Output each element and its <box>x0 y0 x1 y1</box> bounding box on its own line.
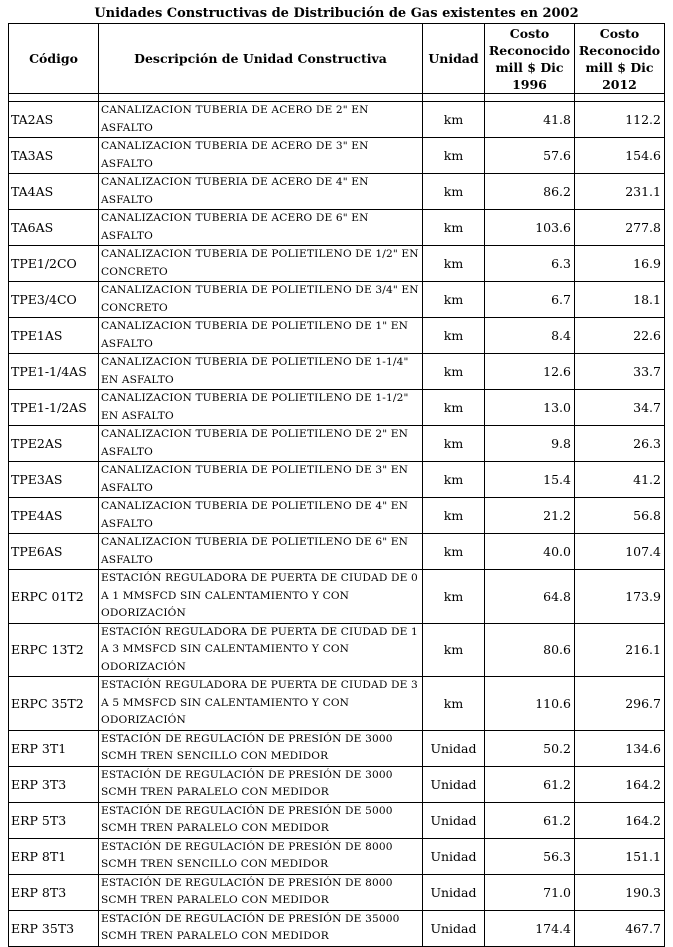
unidad-cell: km <box>423 174 485 210</box>
descripcion-cell: ESTACIÓN DE REGULACIÓN DE PRESIÓN DE 35000 SCMH TREN PARALELO CON MEDIDOR <box>99 910 423 946</box>
costo-1996-cell: 103.6 <box>485 210 575 246</box>
descripcion-cell: ESTACIÓN REGULADORA DE PUERTA DE CIUDAD DE 0 A 1 MMSFCD SIN CALENTAMIENTO Y CON ODORIZACIÓN <box>99 570 423 624</box>
unidad-cell: km <box>423 498 485 534</box>
costo-2012-cell: 164.2 <box>575 802 665 838</box>
table-row <box>9 498 665 534</box>
costo-2012-cell: 134.6 <box>575 730 665 766</box>
costo-1996-cell: 9.8 <box>485 426 575 462</box>
descripcion-cell: ESTACIÓN REGULADORA DE PUERTA DE CIUDAD DE 3 A 5 MMSFCD SIN CALENTAMIENTO Y CON ODORIZACIÓN <box>99 677 423 731</box>
costo-2012-cell: 190.3 <box>575 874 665 910</box>
codigo-cell: TA4AS <box>9 174 99 210</box>
costo-1996-cell: 64.8 <box>485 570 575 624</box>
codigo-cell: ERP 3T1 <box>9 730 99 766</box>
unidad-cell: km <box>423 390 485 426</box>
codigo-cell: TPE3AS <box>9 462 99 498</box>
unidad-cell: Unidad <box>423 838 485 874</box>
header-row <box>9 24 665 94</box>
costo-2012-cell: 173.9 <box>575 570 665 624</box>
codigo-cell: ERPC 35T2 <box>9 677 99 731</box>
table-row <box>9 462 665 498</box>
costo-1996-cell: 56.3 <box>485 838 575 874</box>
descripcion-cell: CANALIZACION TUBERIA DE POLIETILENO DE 1/2" EN CONCRETO <box>99 246 423 282</box>
costo-2012-cell: 296.7 <box>575 677 665 731</box>
costo-2012-cell: 107.4 <box>575 534 665 570</box>
costo-1996-cell: 6.7 <box>485 282 575 318</box>
codigo-cell: ERP 3T3 <box>9 766 99 802</box>
costo-1996-cell: 8.4 <box>485 318 575 354</box>
table-row <box>9 210 665 246</box>
unidad-cell: km <box>423 210 485 246</box>
unidad-cell: Unidad <box>423 802 485 838</box>
unidad-cell: km <box>423 570 485 624</box>
costo-1996-cell: 50.2 <box>485 730 575 766</box>
descripcion-cell: CANALIZACION TUBERIA DE POLIETILENO DE 1-1/4" EN ASFALTO <box>99 354 423 390</box>
costo-2012-cell: 56.8 <box>575 498 665 534</box>
table-row <box>9 677 665 731</box>
spacer-cell <box>99 94 423 102</box>
unidad-cell: km <box>423 677 485 731</box>
descripcion-cell: CANALIZACION TUBERIA DE ACERO DE 3" EN ASFALTO <box>99 138 423 174</box>
descripcion-cell: CANALIZACION TUBERIA DE ACERO DE 2" EN ASFALTO <box>99 102 423 138</box>
header-costo-2012 <box>575 24 665 94</box>
spacer-row <box>9 94 665 102</box>
costo-1996-cell: 41.8 <box>485 102 575 138</box>
costo-1996-cell: 174.4 <box>485 910 575 946</box>
codigo-cell: ERP 5T3 <box>9 802 99 838</box>
unidad-cell: km <box>423 354 485 390</box>
costo-1996-cell: 15.4 <box>485 462 575 498</box>
header-costo-1996 <box>485 24 575 94</box>
table-row <box>9 282 665 318</box>
spacer-cell <box>423 94 485 102</box>
page-title: Unidades Constructivas de Distribución de Gas existentes en 2002 <box>94 6 579 21</box>
costo-2012-cell: 18.1 <box>575 282 665 318</box>
costo-2012-cell: 151.1 <box>575 838 665 874</box>
descripcion-cell: CANALIZACION TUBERIA DE ACERO DE 6" EN ASFALTO <box>99 210 423 246</box>
table-row <box>9 390 665 426</box>
header-unidad: Unidad <box>423 24 485 94</box>
table-row <box>9 910 665 946</box>
table-row <box>9 354 665 390</box>
header-costo-2012-line: Reconocido <box>578 42 661 58</box>
costo-1996-cell: 86.2 <box>485 174 575 210</box>
header-costo-2012-line: Costo <box>599 25 640 41</box>
costo-2012-cell: 467.7 <box>575 910 665 946</box>
header-descripcion: Descripción de Unidad Constructiva <box>99 24 423 94</box>
costo-1996-cell: 71.0 <box>485 874 575 910</box>
costo-2012-cell: 41.2 <box>575 462 665 498</box>
descripcion-cell: CANALIZACION TUBERIA DE POLIETILENO DE 3/4" EN CONCRETO <box>99 282 423 318</box>
descripcion-cell: ESTACIÓN DE REGULACIÓN DE PRESIÓN DE 8000 SCMH TREN PARALELO CON MEDIDOR <box>99 874 423 910</box>
codigo-cell: TA2AS <box>9 102 99 138</box>
table-row <box>9 138 665 174</box>
table-row <box>9 102 665 138</box>
costo-1996-cell: 40.0 <box>485 534 575 570</box>
costo-1996-cell: 21.2 <box>485 498 575 534</box>
costo-2012-cell: 22.6 <box>575 318 665 354</box>
codigo-cell: TPE2AS <box>9 426 99 462</box>
descripcion-cell: ESTACIÓN DE REGULACIÓN DE PRESIÓN DE 5000 SCMH TREN PARALELO CON MEDIDOR <box>99 802 423 838</box>
unidad-cell: km <box>423 102 485 138</box>
spacer-cell <box>9 94 99 102</box>
costo-2012-cell: 33.7 <box>575 354 665 390</box>
unidad-cell: Unidad <box>423 766 485 802</box>
codigo-cell: ERP 8T1 <box>9 838 99 874</box>
costo-2012-cell: 34.7 <box>575 390 665 426</box>
table-row <box>9 623 665 677</box>
descripcion-cell: CANALIZACION TUBERIA DE POLIETILENO DE 1-1/2" EN ASFALTO <box>99 390 423 426</box>
costo-1996-cell: 13.0 <box>485 390 575 426</box>
table-row <box>9 766 665 802</box>
costo-1996-cell: 80.6 <box>485 623 575 677</box>
unidad-cell: Unidad <box>423 730 485 766</box>
spacer-cell <box>485 94 575 102</box>
unidad-cell: Unidad <box>423 874 485 910</box>
header-costo-1996-line: 1996 <box>512 76 547 92</box>
codigo-cell: TPE1AS <box>9 318 99 354</box>
table-row <box>9 318 665 354</box>
costo-2012-cell: 112.2 <box>575 102 665 138</box>
table-row <box>9 730 665 766</box>
unidad-cell: km <box>423 318 485 354</box>
header-costo-1996-line: mill $ Dic <box>495 59 564 75</box>
unidad-cell: km <box>423 246 485 282</box>
codigo-cell: ERPC 01T2 <box>9 570 99 624</box>
codigo-cell: TPE1-1/2AS <box>9 390 99 426</box>
codigo-cell: ERPC 13T2 <box>9 623 99 677</box>
descripcion-cell: ESTACIÓN DE REGULACIÓN DE PRESIÓN DE 8000 SCMH TREN SENCILLO CON MEDIDOR <box>99 838 423 874</box>
descripcion-cell: CANALIZACION TUBERIA DE POLIETILENO DE 3" EN ASFALTO <box>99 462 423 498</box>
unidad-cell: km <box>423 282 485 318</box>
header-costo-1996-line: Reconocido <box>488 42 571 58</box>
descripcion-cell: CANALIZACION TUBERIA DE POLIETILENO DE 2" EN ASFALTO <box>99 426 423 462</box>
codigo-cell: TPE6AS <box>9 534 99 570</box>
codigo-cell: TPE1-1/4AS <box>9 354 99 390</box>
costo-1996-cell: 57.6 <box>485 138 575 174</box>
unidad-cell: km <box>423 623 485 677</box>
costo-1996-cell: 110.6 <box>485 677 575 731</box>
table-row <box>9 838 665 874</box>
unidad-cell: km <box>423 462 485 498</box>
codigo-cell: TA3AS <box>9 138 99 174</box>
descripcion-cell: CANALIZACION TUBERIA DE POLIETILENO DE 1" EN ASFALTO <box>99 318 423 354</box>
codigo-cell: ERP 8T3 <box>9 874 99 910</box>
unidades-table <box>8 23 665 947</box>
costo-1996-cell: 12.6 <box>485 354 575 390</box>
table-row <box>9 246 665 282</box>
descripcion-cell: CANALIZACION TUBERIA DE POLIETILENO DE 6" EN ASFALTO <box>99 534 423 570</box>
table-row <box>9 874 665 910</box>
table-row <box>9 426 665 462</box>
costo-2012-cell: 16.9 <box>575 246 665 282</box>
header-costo-2012-line: 2012 <box>602 76 637 92</box>
unidad-cell: km <box>423 426 485 462</box>
costo-2012-cell: 164.2 <box>575 766 665 802</box>
header-costo-1996-line: Costo <box>509 25 550 41</box>
codigo-cell: TA6AS <box>9 210 99 246</box>
costo-1996-cell: 61.2 <box>485 766 575 802</box>
descripcion-cell: ESTACIÓN DE REGULACIÓN DE PRESIÓN DE 3000 SCMH TREN SENCILLO CON MEDIDOR <box>99 730 423 766</box>
codigo-cell: TPE1/2CO <box>9 246 99 282</box>
unidad-cell: Unidad <box>423 910 485 946</box>
costo-1996-cell: 6.3 <box>485 246 575 282</box>
table-row <box>9 534 665 570</box>
table-row <box>9 570 665 624</box>
unidad-cell: km <box>423 534 485 570</box>
costo-2012-cell: 154.6 <box>575 138 665 174</box>
table-row <box>9 174 665 210</box>
costo-2012-cell: 277.8 <box>575 210 665 246</box>
header-costo-2012-line: mill $ Dic <box>585 59 654 75</box>
header-codigo: Código <box>9 24 99 94</box>
table-row <box>9 802 665 838</box>
codigo-cell: ERP 35T3 <box>9 910 99 946</box>
descripcion-cell: ESTACIÓN REGULADORA DE PUERTA DE CIUDAD DE 1 A 3 MMSFCD SIN CALENTAMIENTO Y CON ODORIZACIÓN <box>99 623 423 677</box>
descripcion-cell: ESTACIÓN DE REGULACIÓN DE PRESIÓN DE 3000 SCMH TREN PARALELO CON MEDIDOR <box>99 766 423 802</box>
costo-2012-cell: 216.1 <box>575 623 665 677</box>
codigo-cell: TPE4AS <box>9 498 99 534</box>
unidad-cell: km <box>423 138 485 174</box>
costo-2012-cell: 26.3 <box>575 426 665 462</box>
descripcion-cell: CANALIZACION TUBERIA DE ACERO DE 4" EN ASFALTO <box>99 174 423 210</box>
codigo-cell: TPE3/4CO <box>9 282 99 318</box>
costo-2012-cell: 231.1 <box>575 174 665 210</box>
spacer-cell <box>575 94 665 102</box>
descripcion-cell: CANALIZACION TUBERIA DE POLIETILENO DE 4" EN ASFALTO <box>99 498 423 534</box>
costo-1996-cell: 61.2 <box>485 802 575 838</box>
